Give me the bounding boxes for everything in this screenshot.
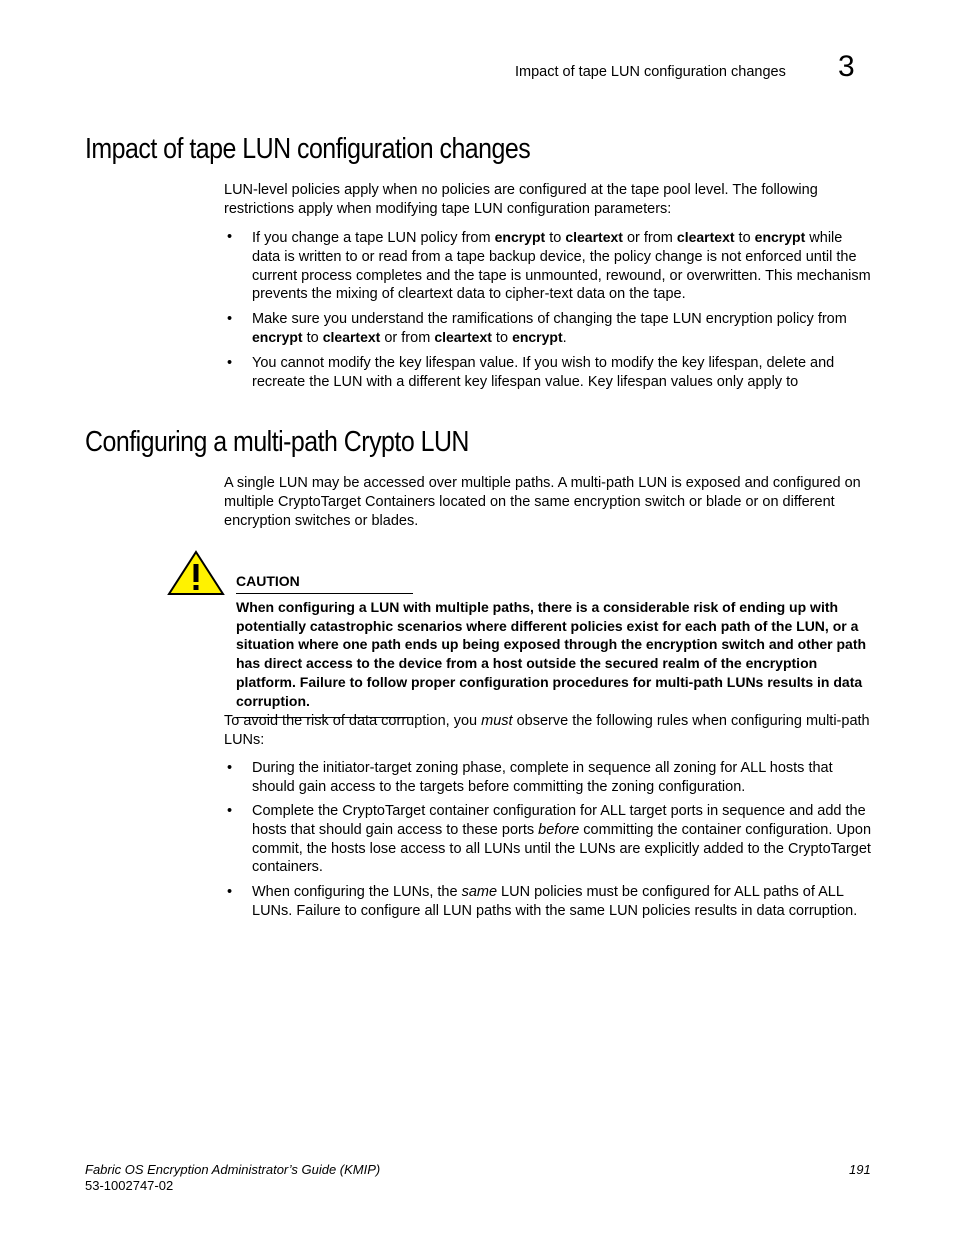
- list-item: • During the initiator-target zoning phase, complete in sequence all zoning for ALL hosts that should gain access to the targets before committing the zoning configuration.: [227, 760, 833, 795]
- warning-triangle-icon: [167, 550, 225, 596]
- chapter-number: 3: [838, 50, 855, 83]
- list-item: • When configuring the LUNs, the same LUN policies must be configured for ALL paths of ALL LUNs. Failure to configure all LUN paths with the same LUN policies results in data corruption.: [227, 883, 858, 919]
- footer-document-number: 53-1002747-02: [85, 1178, 174, 1193]
- running-header: Impact of tape LUN configuration changes: [515, 64, 786, 80]
- rules-intro-paragraph: To avoid the risk of data corruption, you must observe the following rules when configuring multi-path LUNs:: [224, 713, 870, 748]
- bullet-icon: •: [227, 883, 233, 900]
- list-item: • Complete the CryptoTarget container configuration for ALL target ports in sequence and add the hosts that should gain access to these ports before committing the container configuration. Upon commit, the hosts lose access to all LUNs until the LUNs are explicitly added to the CryptoTarget containers.: [227, 803, 872, 876]
- page-number: 191: [849, 1162, 871, 1177]
- list-item: • Make sure you understand the ramifications of changing the tape LUN encryption policy from encrypt to cleartext or from cleartext to encrypt.: [227, 310, 847, 347]
- footer-document-title: Fabric OS Encryption Administrator’s Guide (KMIP): [85, 1162, 381, 1177]
- bullet-icon: •: [227, 354, 233, 371]
- list-item: • You cannot modify the key lifespan value. If you wish to modify the key lifespan, delete and recreate the LUN with a different key lifespan value. Key lifespan values only apply to: [227, 354, 835, 390]
- bullet-icon: •: [227, 310, 233, 327]
- caution-notice: [236, 572, 876, 718]
- bullet-icon: •: [227, 760, 233, 776]
- multipath-rules-list: [224, 759, 874, 926]
- section-intro-paragraph: A single LUN may be accessed over multiple paths. A multi-path LUN is exposed and configured on multiple CryptoTarget Containers located on the same encryption switch or blade or on different encryption switches or blades.: [224, 475, 861, 529]
- list-item: • If you change a tape LUN policy from encrypt to cleartext or from cleartext to encrypt while data is written to or read from a tape backup device, the policy change is not enforced until the current process completes and the tape is unmounted, rewound, or overwritten. This mechanism prevents the mixing of cleartext data to cipher-text data on the tape.: [227, 229, 871, 303]
- bullet-icon: •: [227, 803, 233, 820]
- restrictions-list: [224, 228, 874, 397]
- section-heading-multipath-lun: Configuring a multi-path Crypto LUN: [85, 426, 469, 458]
- section-heading-tape-lun: Impact of tape LUN configuration changes: [85, 133, 531, 165]
- bullet-icon: •: [227, 229, 233, 245]
- caution-top-rule: [236, 593, 413, 594]
- caution-text: When configuring a LUN with multiple paths, there is a considerable risk of ending up with potentially catastrophic scenarios where different policies exist for each path of the LUN, or a situation where one path ends up being exposed through the encryption switch and other path has direct access to the device from a host outside the secured realm of the encryption platform. Failure to follow proper configuration procedures for multi-path LUNs results in data corruption.: [236, 598, 867, 709]
- caution-label: CAUTION: [236, 573, 300, 589]
- section-intro-paragraph: LUN-level policies apply when no policies are configured at the tape pool level. The following restrictions apply when modifying tape LUN configuration parameters:: [224, 182, 818, 217]
